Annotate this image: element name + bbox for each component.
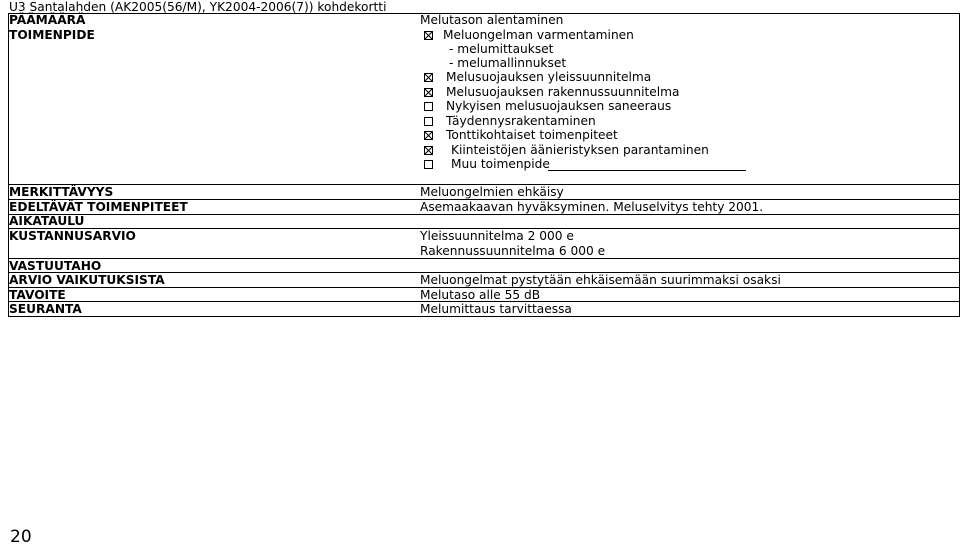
label-toimenpide: TOIMENPIDE — [9, 28, 95, 42]
document-header: U3 Santalahden (AK2005(56/M), YK2004-2006(7)) kohdekortti — [9, 0, 387, 14]
checkbox-checked[interactable] — [424, 73, 433, 82]
label-paamaara: PÄÄMÄÄRÄ — [9, 13, 86, 27]
toimenpide-subitem: - melumallinnukset — [449, 56, 567, 70]
toimenpide-item: Nykyisen melusuojauksen saneeraus — [446, 99, 672, 113]
label-aikataulu: AIKATAULU — [9, 214, 85, 228]
checkbox-checked[interactable] — [424, 31, 433, 40]
toimenpide-item: Kiinteistöjen äänieristyksen parantaminen — [451, 143, 709, 157]
checkmark-x-icon — [425, 89, 432, 96]
toimenpide-item: Meluongelman varmentaminen — [443, 28, 634, 42]
label-arvio: ARVIO VAIKUTUKSISTA — [9, 273, 165, 287]
toimenpide-item: Täydennysrakentaminen — [446, 114, 596, 128]
toimenpide-item: Melusuojauksen rakennussuunnitelma — [446, 85, 680, 99]
page-number: 20 — [10, 527, 32, 547]
checkbox-unchecked[interactable] — [424, 160, 433, 169]
row-separator — [8, 258, 960, 259]
checkmark-x-icon — [425, 32, 432, 39]
label-seuranta: SEURANTA — [9, 302, 82, 316]
checkbox-checked[interactable] — [424, 146, 433, 155]
checkbox-checked[interactable] — [424, 131, 433, 140]
checkmark-x-icon — [425, 74, 432, 81]
toimenpide-item: Melusuojauksen yleissuunnitelma — [446, 70, 652, 84]
label-vastuutaho: VASTUUTAHO — [9, 259, 102, 273]
toimenpide-item: Tonttikohtaiset toimenpiteet — [446, 128, 618, 142]
label-kustannusarvio: KUSTANNUSARVIO — [9, 229, 136, 243]
row-separator — [8, 214, 960, 215]
checkmark-x-icon — [425, 132, 432, 139]
checkmark-x-icon — [425, 147, 432, 154]
value-paamaara: Melutason alentaminen — [420, 13, 564, 27]
value-edeltavat: Asemaakaavan hyväksyminen. Meluselvitys tehty 2001. — [420, 200, 764, 214]
checkbox-checked[interactable] — [424, 88, 433, 97]
label-tavoite: TAVOITE — [9, 288, 66, 302]
value-tavoite: Melutaso alle 55 dB — [420, 288, 541, 302]
checkbox-unchecked[interactable] — [424, 102, 433, 111]
value-arvio: Meluongelmat pystytään ehkäisemään suurimmaksi osaksi — [420, 273, 781, 287]
value-kustannusarvio-2: Rakennussuunnitelma 6 000 e — [420, 244, 606, 258]
checkbox-unchecked[interactable] — [424, 117, 433, 126]
label-merkittavyys: MERKITTÄVYYS — [9, 185, 114, 199]
value-seuranta: Melumittaus tarvittaessa — [420, 302, 572, 316]
value-merkittavyys: Meluongelmien ehkäisy — [420, 185, 564, 199]
value-kustannusarvio-1: Yleissuunnitelma 2 000 e — [420, 229, 574, 243]
fill-in-blank[interactable] — [548, 170, 746, 171]
toimenpide-item: Muu toimenpide — [451, 157, 550, 171]
label-edeltavat: EDELTÄVÄT TOIMENPITEET — [9, 200, 188, 214]
toimenpide-subitem: - melumittaukset — [449, 42, 554, 56]
